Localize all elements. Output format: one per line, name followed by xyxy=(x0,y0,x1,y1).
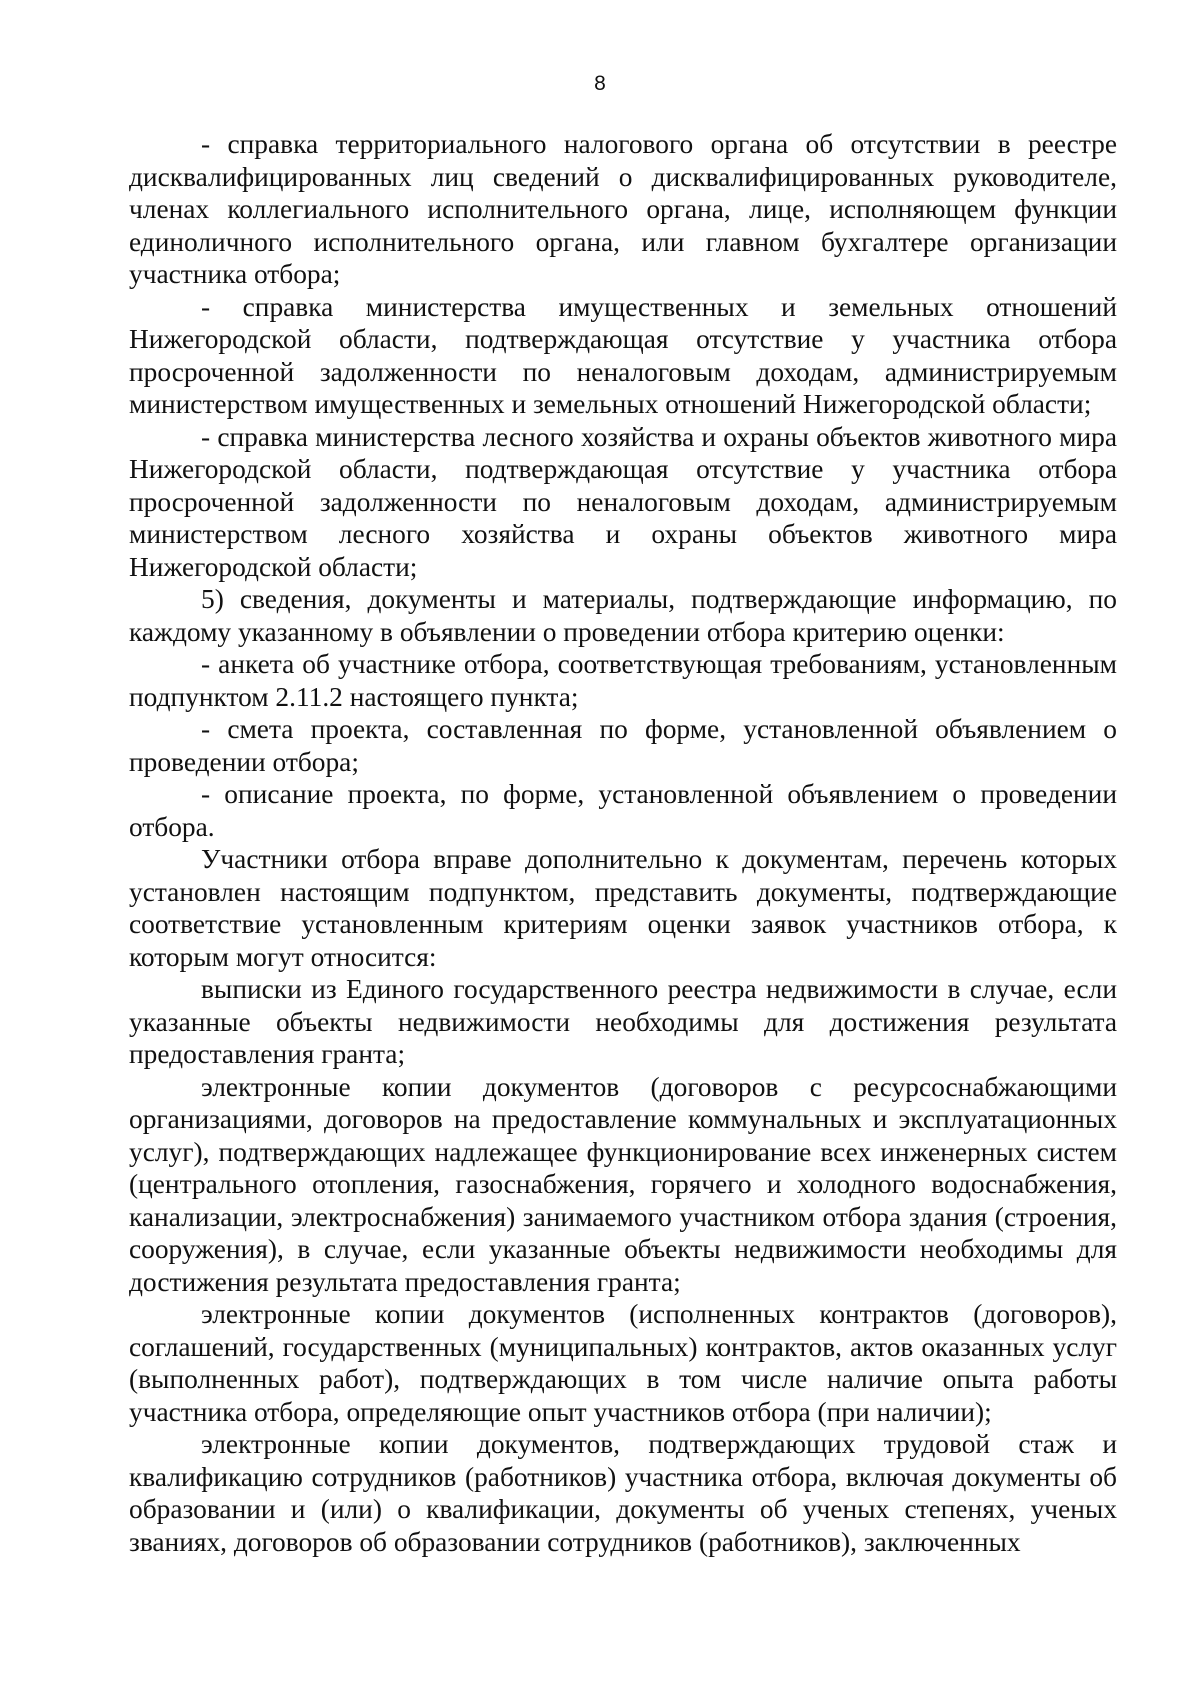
paragraph-registry-extracts: выписки из Единого государственного реестра недвижимости в случае, если указанные объекты недвижимости необходимы для достижения результата предоставления гранта; xyxy=(129,974,1117,1069)
paragraph-staff-qualification: электронные копии документов, подтверждающих трудовой стаж и квалификацию сотрудников (работников) участника отбора, включая документы об образовании и (или) о квалификации, документы об ученых степенях, ученых званиях, договоров об образовании сотрудников (работников), заключенных xyxy=(129,1429,1117,1557)
paragraph-forestry-ministry-certificate: - справка министерства лесного хозяйства и охраны объектов животного мира Нижегородской области, подтверждающая отсутствие у участника отбора просроченной задолженности по неналоговым доходам, администрируемым министерством лесного хозяйства и охраны объектов животного мира Нижегородской области; xyxy=(129,421,1117,582)
paragraph-additional-documents: Участники отбора вправе дополнительно к документам, перечень которых установлен настоящим подпунктом, представить документы, подтверждающие соответствие установленным критериям оценки заявок участников отбора, к которым могут относится: xyxy=(129,844,1117,972)
paragraph-executed-contracts: электронные копии документов (исполненных контрактов (договоров), соглашений, государственных (муниципальных) контрактов, актов оказанных услуг (выполненных работ), подтверждающих в том числе наличие опыта работы участника отбора, определяющие опыт участников отбора (при наличии); xyxy=(129,1299,1117,1427)
paragraph-utility-contracts: электронные копии документов (договоров с ресурсоснабжающими организациями, договоров на предоставление коммунальных и эксплуатационных услуг), подтверждающих надлежащее функционирование всех инженерных систем (центрального отопления, газоснабжения, горячего и холодного водоснабжения, канализации, электроснабжения) занимаемого участником отбора здания (строения, сооружения), в случае, если указанные объекты недвижимости необходимы для достижения результата предоставления гранта; xyxy=(129,1071,1117,1297)
paragraph-project-description: - описание проекта, по форме, установленной объявлением о проведении отбора. xyxy=(129,779,1117,842)
paragraph-tax-certificate: - справка территориального налогового органа об отсутствии в реестре дисквалифицированных лиц сведений о дисквалифицированных руководителе, членах коллегиального исполнительного органа, лице, исполняющем функции единоличного исполнительного органа, или главном бухгалтере организации участника отбора; xyxy=(129,129,1117,289)
paragraph-project-estimate: - смета проекта, составленная по форме, установленной объявлением о проведении отбора; xyxy=(129,714,1117,777)
paragraph-item-5: 5) сведения, документы и материалы, подтверждающие информацию, по каждому указанному в объявлении о проведении отбора критерию оценки: xyxy=(129,584,1117,647)
paragraph-property-ministry-certificate: - справка министерства имущественных и земельных отношений Нижегородской области, подтверждающая отсутствие у участника отбора просроченной задолженности по неналоговым доходам, администрируемым министерством имущественных и земельных отношений Нижегородской области; xyxy=(129,291,1117,419)
page-number: 8 xyxy=(594,72,606,95)
document-body xyxy=(129,128,1117,1558)
paragraph-questionnaire: - анкета об участнике отбора, соответствующая требованиям, установленным подпунктом 2.11.2 настоящего пункта; xyxy=(129,649,1117,712)
